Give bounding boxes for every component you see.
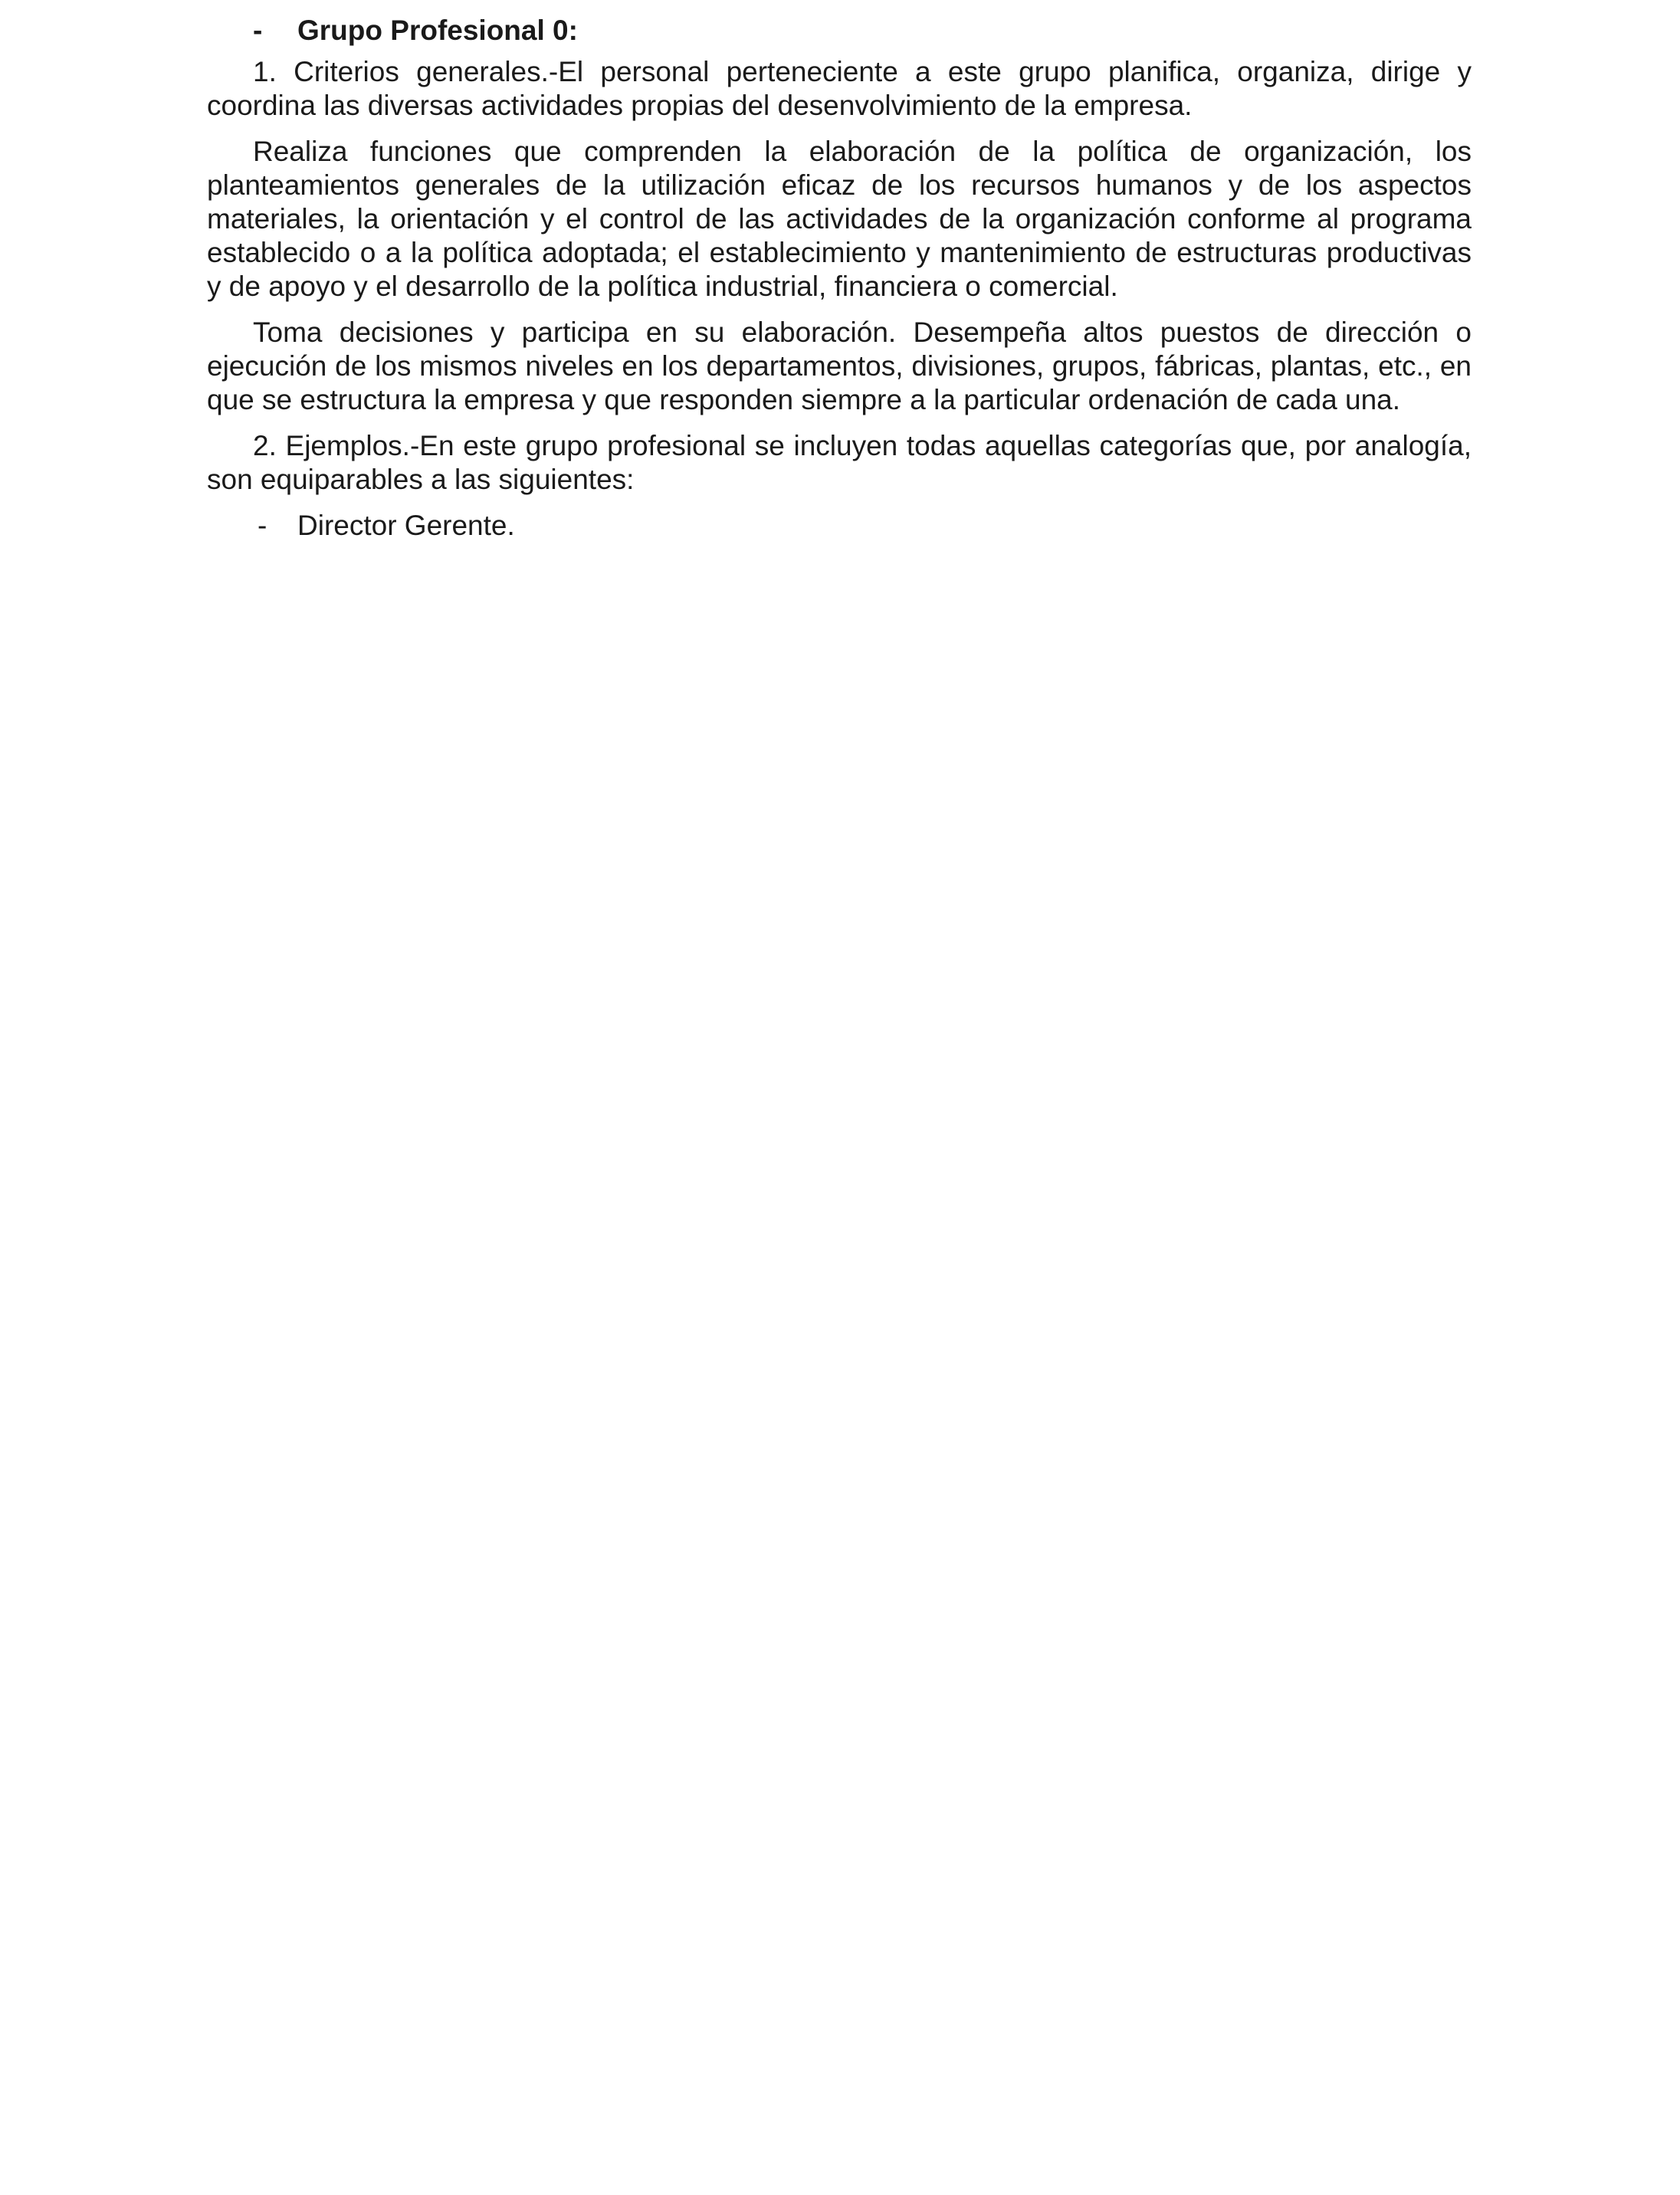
section-heading	[207, 14, 1472, 48]
paragraph-funciones: Realiza funciones que comprenden la elaboración de la política de organización, los planteamientos generales de la utilización eficaz de los recursos humanos y de los aspectos materiales, la orientación y el control de las actividades de la organización conforme al programa establecido o a la política adoptada; el establecimiento y mantenimiento de estructuras productivas y de apoyo y el desarrollo de la política industrial, financiera o comercial.	[207, 136, 1472, 302]
paragraph-decisiones: Toma decisiones y participa en su elaboración. Desempeña altos puestos de dirección o ejecución de los mismos niveles en los departamentos, divisiones, grupos, fábricas, plantas, etc., en que se estructura la empresa y que responden siempre a la particular ordenación de cada una.	[207, 317, 1472, 415]
section-title: Grupo Profesional 0:	[297, 15, 578, 46]
list-item-text: Director Gerente.	[297, 510, 515, 541]
list-item	[207, 509, 1472, 543]
heading-bullet: -	[253, 15, 263, 46]
paragraph-criterios: 1. Criterios generales.-El personal perteneciente a este grupo planifica, organiza, dirige y coordina las diversas actividades propias del desenvolvimiento de la empresa.	[207, 56, 1472, 121]
document-page	[207, 14, 1472, 543]
list-bullet: -	[258, 510, 267, 541]
paragraph-ejemplos: 2. Ejemplos.-En este grupo profesional se incluyen todas aquellas categorías que, por analogía, son equiparables a las siguientes:	[207, 430, 1472, 495]
